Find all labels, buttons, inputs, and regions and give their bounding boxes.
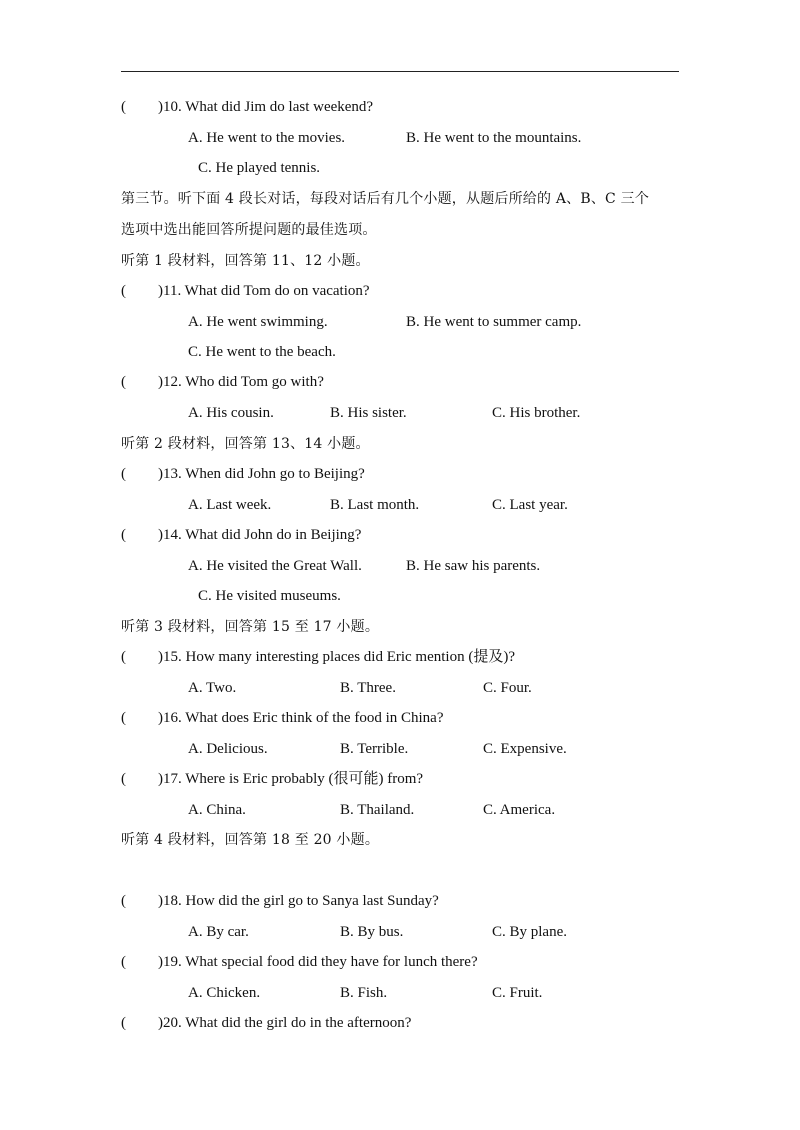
option-b: B. His sister. <box>330 405 407 421</box>
material-heading-2: 听第 2 段材料，回答第 13、14 小题。 <box>121 436 370 452</box>
option-b: B. Three. <box>340 680 396 696</box>
question-stem: )18. How did the girl go to Sanya last Sunday? <box>158 893 439 909</box>
option-c: C. He went to the beach. <box>188 344 336 360</box>
section-instruction-line1: 第三节。听下面 4 段长对话，每段对话后有几个小题，从题后所给的 A、B、C 三个 <box>121 191 650 207</box>
question-stem: )12. Who did Tom go with? <box>158 374 324 390</box>
answer-blank[interactable]: ( <box>121 771 126 787</box>
option-b: B. He went to the mountains. <box>406 130 582 146</box>
option-c: C. America. <box>483 802 556 818</box>
question-stem: )10. What did Jim do last weekend? <box>158 99 374 115</box>
question-stem: )19. What special food did they have for lunch there? <box>158 954 478 970</box>
question-stem: )17. Where is Eric probably (很可能) from? <box>158 771 424 787</box>
option-b: B. He saw his parents. <box>406 558 541 574</box>
option-b: B. Fish. <box>340 985 388 1001</box>
option-c: C. Expensive. <box>483 741 567 757</box>
answer-blank[interactable]: ( <box>121 710 126 726</box>
answer-blank[interactable]: ( <box>121 954 126 970</box>
option-a: A. Last week. <box>188 497 272 513</box>
answer-blank[interactable]: ( <box>121 1015 126 1031</box>
option-b: B. Last month. <box>330 497 420 513</box>
option-c: C. Last year. <box>492 497 568 513</box>
question-stem: )15. How many interesting places did Eric mention (提及)? <box>158 649 515 665</box>
material-heading-1: 听第 1 段材料，回答第 11、12 小题。 <box>121 253 370 269</box>
option-a: A. He visited the Great Wall. <box>188 558 362 574</box>
answer-blank[interactable]: ( <box>121 466 126 482</box>
material-heading-4: 听第 4 段材料，回答第 18 至 20 小题。 <box>121 832 380 848</box>
answer-blank[interactable]: ( <box>121 283 126 299</box>
option-c: C. He played tennis. <box>198 160 321 176</box>
question-stem: )14. What did John do in Beijing? <box>158 527 362 543</box>
section-instruction-line2: 选项中选出能回答所提问题的最佳选项。 <box>121 222 377 238</box>
question-stem: )11. What did Tom do on vacation? <box>158 283 370 299</box>
option-a: A. Delicious. <box>188 741 268 757</box>
option-c: C. He visited museums. <box>198 588 341 604</box>
option-b: B. He went to summer camp. <box>406 314 582 330</box>
option-c: C. Fruit. <box>492 985 543 1001</box>
question-stem: )16. What does Eric think of the food in China? <box>158 710 444 726</box>
answer-blank[interactable]: ( <box>121 893 126 909</box>
option-a: A. He went to the movies. <box>188 130 346 146</box>
question-stem: )13. When did John go to Beijing? <box>158 466 365 482</box>
option-c: C. By plane. <box>492 924 567 940</box>
answer-blank[interactable]: ( <box>121 527 126 543</box>
option-b: B. Thailand. <box>340 802 415 818</box>
option-a: A. China. <box>188 802 246 818</box>
option-a: A. By car. <box>188 924 249 940</box>
option-a: A. His cousin. <box>188 405 274 421</box>
answer-blank[interactable]: ( <box>121 99 126 115</box>
option-a: A. Two. <box>188 680 237 696</box>
material-heading-3: 听第 3 段材料，回答第 15 至 17 小题。 <box>121 619 380 635</box>
answer-blank[interactable]: ( <box>121 374 126 390</box>
option-c: C. Four. <box>483 680 532 696</box>
option-b: B. By bus. <box>340 924 404 940</box>
header-rule <box>121 71 679 72</box>
question-stem: )20. What did the girl do in the afternoon? <box>158 1015 412 1031</box>
answer-blank[interactable]: ( <box>121 649 126 665</box>
option-a: A. Chicken. <box>188 985 261 1001</box>
option-b: B. Terrible. <box>340 741 409 757</box>
option-c: C. His brother. <box>492 405 581 421</box>
option-a: A. He went swimming. <box>188 314 328 330</box>
